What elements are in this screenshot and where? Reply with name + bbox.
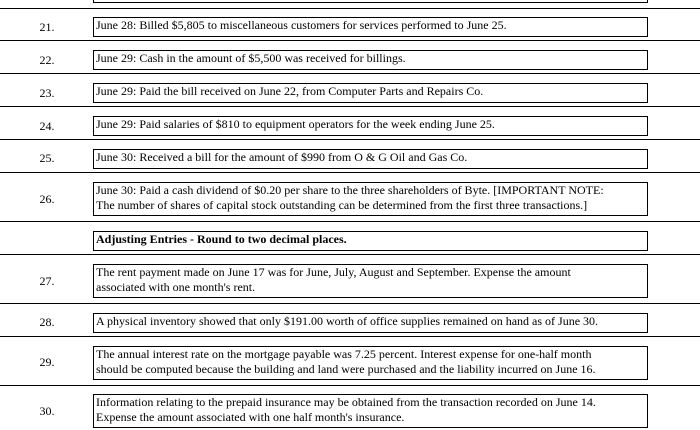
description-line: Expense the amount associated with one half month's insurance.	[96, 410, 405, 424]
transaction-description	[93, 17, 648, 37]
transaction-description	[93, 83, 648, 103]
row-separator	[0, 106, 700, 107]
adjusting-entries-heading	[93, 231, 648, 251]
row-number: 25.	[39, 151, 55, 165]
row-number: 29.	[39, 355, 55, 369]
row-number: 24.	[39, 119, 55, 133]
transaction-description	[93, 50, 648, 70]
row-separator	[0, 303, 700, 304]
description-line: The annual interest rate on the mortgage payable was 7.25 percent. Interest expense for one-half month	[96, 347, 592, 361]
row-number: 27.	[39, 274, 55, 288]
description-line: The rent payment made on June 17 was for June, July, August and September. Expense the amount	[96, 265, 571, 279]
description-line: June 29: Paid the bill received on June 22, from Computer Parts and Repairs Co.	[96, 84, 484, 98]
row-number: 21.	[39, 20, 55, 34]
description-line: June 29: Cash in the amount of $5,500 was received for billings.	[96, 51, 406, 65]
description-line: The number of shares of capital stock outstanding can be determined from the first three transactions.]	[96, 198, 588, 212]
transaction-description	[93, 116, 648, 136]
transaction-description	[93, 313, 648, 333]
previous-row-box	[93, 0, 648, 3]
description-line: associated with one month's rent.	[96, 280, 256, 294]
description-line: should be computed because the building and land were purchased and the liability incurred on June 16.	[96, 362, 596, 376]
row-separator	[0, 172, 700, 173]
row-separator	[0, 139, 700, 140]
row-number: 22.	[39, 53, 55, 67]
row-number: 26.	[39, 192, 55, 206]
row-separator	[0, 385, 700, 386]
row-separator	[0, 40, 700, 41]
row-separator	[0, 336, 700, 337]
transaction-description	[93, 149, 648, 169]
transaction-description	[93, 394, 648, 428]
row-separator	[0, 8, 700, 9]
row-separator	[0, 254, 700, 255]
heading-text: Adjusting Entries - Round to two decimal places.	[96, 232, 347, 246]
description-line: June 28: Billed $5,805 to miscellaneous customers for services performed to June 25.	[96, 18, 507, 32]
row-separator	[0, 221, 700, 222]
description-line: A physical inventory showed that only $191.00 worth of office supplies remained on hand as of June 30.	[96, 314, 599, 328]
description-line: June 30: Received a bill for the amount of $990 from O & G Oil and Gas Co.	[96, 150, 468, 164]
row-separator	[0, 73, 700, 74]
row-number: 30.	[39, 404, 55, 418]
row-number: 28.	[39, 315, 55, 329]
transaction-description	[93, 264, 648, 298]
description-line: June 30: Paid a cash dividend of $0.20 per share to the three shareholders of Byte. [IMPORTANT NOTE:	[96, 183, 604, 197]
transaction-description	[93, 182, 648, 216]
transaction-description	[93, 346, 648, 380]
row-number: 23.	[39, 86, 55, 100]
description-line: June 29: Paid salaries of $810 to equipment operators for the week ending June 25.	[96, 117, 495, 131]
description-line: Information relating to the prepaid insurance may be obtained from the transaction recorded on June 14.	[96, 395, 596, 409]
